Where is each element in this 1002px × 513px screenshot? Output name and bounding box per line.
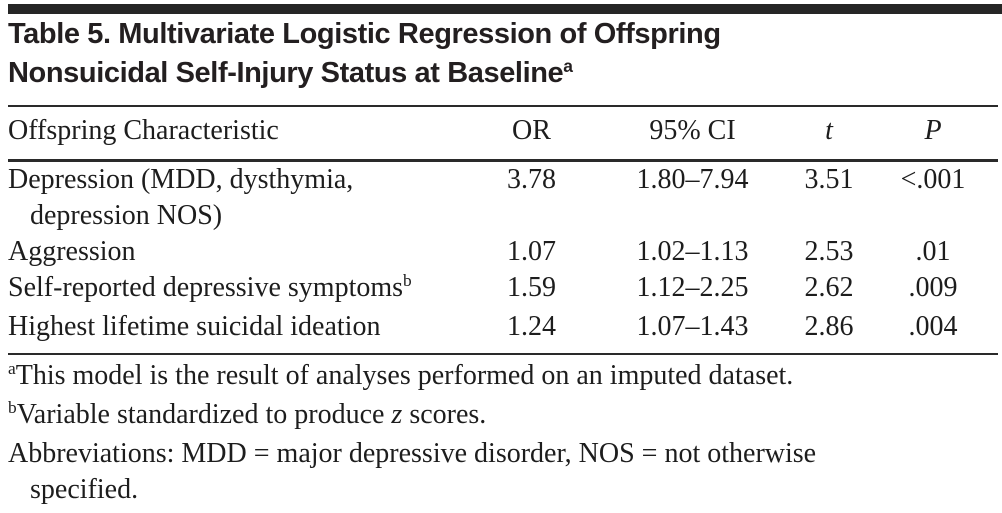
footnote-a: $^a$This model is the result of analyses performed on an imputed dataset. xyxy=(8,359,794,391)
or-value: 3.78 xyxy=(507,164,556,195)
column-header-t: t xyxy=(825,115,833,146)
t-value: 2.53 xyxy=(804,236,854,267)
table-row xyxy=(8,162,998,234)
table-row xyxy=(8,309,998,345)
row-label: Aggression xyxy=(8,236,136,267)
column-header-or: OR xyxy=(512,115,551,146)
footnote-abbrev-line1: Abbreviations: MDD = major depressive disorder, NOS = not otherwise xyxy=(8,438,817,469)
table-body xyxy=(0,162,1002,345)
row-label-superscript-b: b xyxy=(403,271,412,291)
title-superscript-a: a xyxy=(563,56,573,77)
row-label-line2: depression NOS) xyxy=(30,200,223,231)
t-value: 2.62 xyxy=(804,272,854,303)
footnote-b: $^b$Variable standardized to produce z scores. xyxy=(8,398,487,430)
table-row xyxy=(8,270,998,309)
row-label: Depression (MDD, dysthymia, depression NOS) xyxy=(8,162,468,234)
footnote-abbrev-line2: specified. xyxy=(30,474,139,505)
column-header-characteristic: Offspring Characteristic xyxy=(8,115,279,146)
table-title-line1: Table 5. Multivariate Logistic Regression of Offspring xyxy=(8,18,721,50)
column-header-p: P xyxy=(924,115,942,146)
table-title xyxy=(8,15,1002,96)
ci-value: 1.02–1.13 xyxy=(636,236,749,267)
table-header-row xyxy=(8,107,998,159)
table-footnotes xyxy=(8,355,998,508)
or-value: 1.24 xyxy=(507,311,556,342)
p-value: .01 xyxy=(915,236,951,267)
footnote-b-z: z xyxy=(391,399,403,430)
table-title-line2: Nonsuicidal Self-Injury Status at Baseline$^a$ xyxy=(8,56,573,89)
t-value: 2.86 xyxy=(804,311,854,342)
ci-value: 1.12–2.25 xyxy=(636,272,749,303)
table-row xyxy=(8,234,998,270)
p-value: .009 xyxy=(908,272,958,303)
or-value: 1.07 xyxy=(507,236,556,267)
p-value: .004 xyxy=(908,311,958,342)
row-label: Highest lifetime suicidal ideation xyxy=(8,311,381,342)
footnote-marker-a: a xyxy=(8,359,16,379)
or-value: 1.59 xyxy=(507,272,556,303)
footnote-abbreviations xyxy=(8,436,998,508)
column-header-ci: 95% CI xyxy=(649,115,736,146)
p-value: <.001 xyxy=(900,164,966,195)
ci-value: 1.07–1.43 xyxy=(636,311,749,342)
top-bar-rule xyxy=(8,4,1002,14)
t-value: 3.51 xyxy=(804,164,854,195)
ci-value: 1.80–7.94 xyxy=(636,164,749,195)
row-label: Self-reported depressive symptoms$^b$ xyxy=(8,271,412,303)
footnote-marker-b: b xyxy=(8,398,17,418)
